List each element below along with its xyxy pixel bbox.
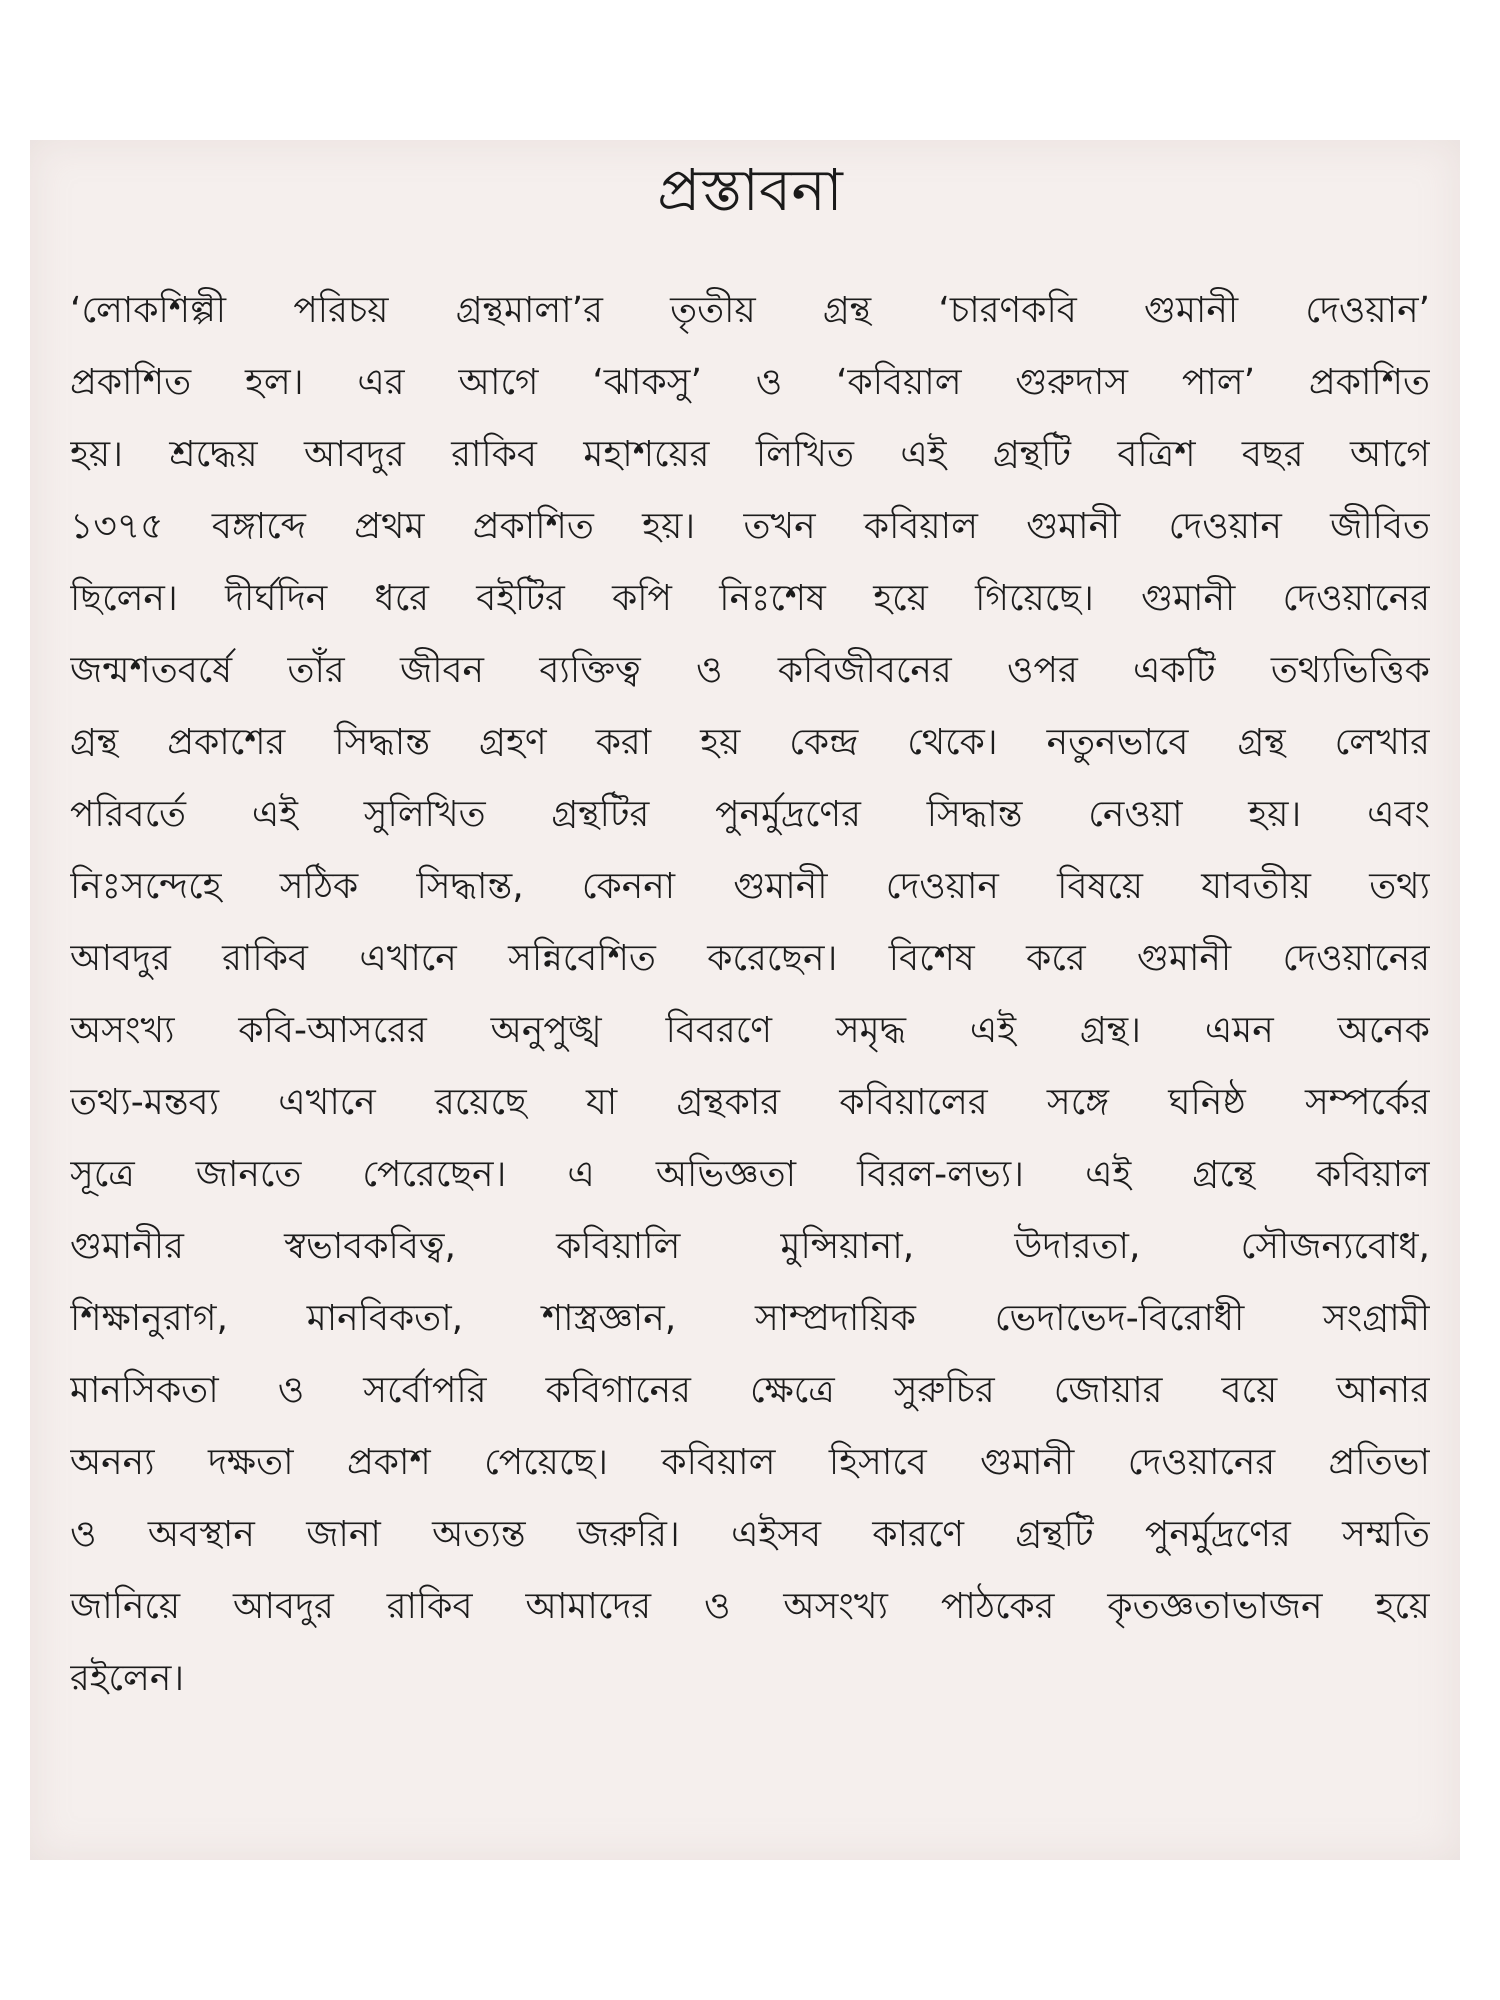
text-line: পরিবর্তে এই সুলিখিত গ্রন্থটির পুনর্মুদ্রণের সিদ্ধান্ত নেওয়া হয়। এবং: [70, 794, 1430, 835]
text-line: সূত্রে জানতে পেরেছেন। এ অভিজ্ঞতা বিরল-লভ্য। এই গ্রন্থে কবিয়াল: [70, 1154, 1430, 1195]
text-line: ‘লোকশিল্পী পরিচয় গ্রন্থমালা’র তৃতীয় গ্রন্থ ‘চারণকবি গুমানী দেওয়ান’: [70, 290, 1430, 331]
page-title: প্রস্তাবনা: [657, 156, 843, 224]
text-line: নিঃসন্দেহে সঠিক সিদ্ধান্ত, কেননা গুমানী দেওয়ান বিষয়ে যাবতীয় তথ্য: [70, 866, 1430, 907]
text-line: রইলেন।: [70, 1658, 185, 1699]
text-line: হয়। শ্রদ্ধেয় আবদুর রাকিব মহাশয়ের লিখিত এই গ্রন্থটি বত্রিশ বছর আগে: [70, 434, 1430, 475]
text-line: ছিলেন। দীর্ঘদিন ধরে বইটির কপি নিঃশেষ হয়ে গিয়েছে। গুমানী দেওয়ানের: [70, 578, 1430, 619]
text-line: ও অবস্থান জানা অত্যন্ত জরুরি। এইসব কারণে গ্রন্থটি পুনর্মুদ্রণের সম্মতি: [70, 1514, 1430, 1555]
text-line: অনন্য দক্ষতা প্রকাশ পেয়েছে। কবিয়াল হিসাবে গুমানী দেওয়ানের প্রতিভা: [70, 1442, 1430, 1483]
text-line: গ্রন্থ প্রকাশের সিদ্ধান্ত গ্রহণ করা হয় কেন্দ্র থেকে। নতুনভাবে গ্রন্থ লেখার: [70, 722, 1430, 763]
body-paragraph: [70, 275, 1430, 1715]
text-line: ১৩৭৫ বঙ্গাব্দে প্রথম প্রকাশিত হয়। তখন কবিয়াল গুমানী দেওয়ান জীবিত: [70, 506, 1430, 547]
text-line: তথ্য-মন্তব্য এখানে রয়েছে যা গ্রন্থকার কবিয়ালের সঙ্গে ঘনিষ্ঠ সম্পর্কের: [70, 1082, 1430, 1123]
text-line: জন্মশতবর্ষে তাঁর জীবন ব্যক্তিত্ব ও কবিজীবনের ওপর একটি তথ্যভিত্তিক: [70, 650, 1430, 691]
text-line: মানসিকতা ও সর্বোপরি কবিগানের ক্ষেত্রে সুরুচির জোয়ার বয়ে আনার: [70, 1370, 1430, 1411]
text-line: আবদুর রাকিব এখানে সন্নিবেশিত করেছেন। বিশেষ করে গুমানী দেওয়ানের: [70, 938, 1430, 979]
text-line: গুমানীর স্বভাবকবিত্ব, কবিয়ালি মুন্সিয়ানা, উদারতা, সৌজন্যবোধ,: [70, 1226, 1430, 1267]
text-line: অসংখ্য কবি-আসরের অনুপুঙ্খ বিবরণে সমৃদ্ধ এই গ্রন্থ। এমন অনেক: [70, 1010, 1430, 1051]
text-line: শিক্ষানুরাগ, মানবিকতা, শাস্ত্রজ্ঞান, সাম্প্রদায়িক ভেদাভেদ-বিরোধী সংগ্রামী: [70, 1298, 1430, 1339]
text-line: জানিয়ে আবদুর রাকিব আমাদের ও অসংখ্য পাঠকের কৃতজ্ঞতাভাজন হয়ে: [70, 1586, 1430, 1627]
text-line: প্রকাশিত হল। এর আগে ‘ঝাকসু’ ও ‘কবিয়াল গুরুদাস পাল’ প্রকাশিত: [70, 362, 1430, 403]
